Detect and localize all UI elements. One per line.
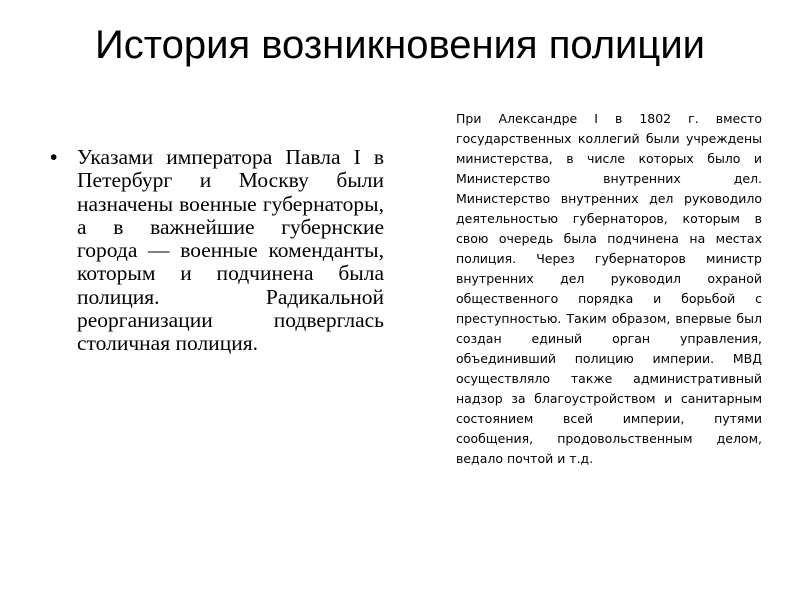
left-text-block [50, 146, 384, 356]
bullet-list [50, 146, 384, 356]
right-text-block: При Александре I в 1802 г. вместо государственных коллегий были учреждены министерства, в числе которых было и Министерство внутренних дел. Министерство внутренних дел руководило деятельностью губернаторов, которым в свою очередь была подчинена на местах полиция. Через губернаторов министр внутренних дел руководил охраной общественного порядка и борьбой с преступностью. Таким образом, впервые был создан единый орган управления, объединивший полицию империи. МВД осуществляло также административный надзор за благоустройством и санитарным состоянием всей империи, путями сообщения, продовольственным делом, ведало почтой и т.д. [456, 111, 762, 466]
bullet-text: Указами императора Павла I в Петербург и Москву были назначены военные губернаторы, а в важнейшие губернские города — военные коменданты, которым и подчинена была полиция. Радикальной реорганизации подверглась столичная полиция. [77, 145, 384, 356]
bullet-item [50, 146, 384, 356]
bullet-icon: • [50, 146, 58, 169]
slide-title: История возникновения полиции [95, 23, 705, 67]
